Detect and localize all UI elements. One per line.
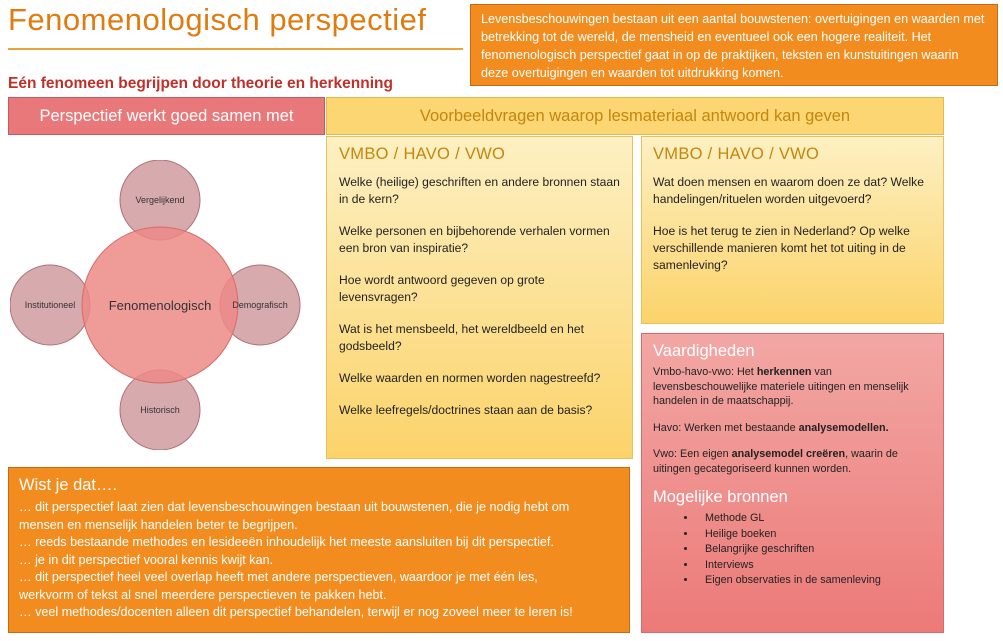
- skills-p3-post: , waarin de uitingen gecategoriseerd kunnen worden.: [653, 448, 898, 475]
- right-header: Voorbeeldvragen waarop lesmateriaal antwoord kan geven: [326, 97, 944, 135]
- source-item: • Heilige boeken: [697, 527, 932, 543]
- source-item: • Eigen observaties in de samenleving: [697, 573, 932, 589]
- skills-p1-bold: herkennen: [756, 366, 812, 378]
- question-item: Hoe is het terug te zien in Nederland? Op welke verschillende manieren komt het tot uiting in de samenleving?: [653, 224, 910, 272]
- wist-heading: Wist je dat….: [19, 476, 118, 494]
- wist-line: … je in dit perspectief vooral kennis kwijt kan.: [19, 552, 274, 567]
- skills-heading: Vaardigheden: [653, 342, 755, 360]
- wist-line: … veel methodes/docenten alleen dit perspectief behandelen, terwijl er nog zoveel meer te leren is!: [19, 605, 573, 619]
- questions-box-1: [326, 136, 633, 459]
- source-item: • Belangrijke geschriften: [697, 542, 932, 558]
- intro-box: Levensbeschouwingen bestaan uit een aantal bouwstenen: overtuigingen en waarden met betrekking tot de wereld, de mensheid en eventueel ook een hogere realiteit. Het fenomenologisch perspectief gaat in op de praktijken, teksten en kunstuitingen waarin deze overtuigingen en waarden tot uitdrukking komen.: [470, 4, 998, 86]
- page-title: Fenomenologisch perspectief: [8, 2, 427, 37]
- question-item: Hoe wordt antwoord gegeven op grote levensvragen?: [339, 273, 545, 304]
- questions-box-2: [641, 136, 944, 324]
- wist-line: … dit perspectief heel veel overlap heeft met andere perspectieven, waardoor je met één les,: [19, 570, 538, 584]
- question-item: Welke waarden en normen worden nagestreefd?: [339, 371, 601, 385]
- skills-p1-post: van levensbeschouwelijke materiele uitingen en menselijk handelen in de maatschappij.: [653, 366, 909, 407]
- source-item: • Interviews: [697, 558, 932, 574]
- wist-line: … reeds bestaande methodes en lesideeën inhoudelijk het meeste aansluiten bij dit perspectief.: [19, 535, 554, 549]
- perspective-diagram: [10, 160, 310, 450]
- wist-line: mensen en menselijk handelen beter te begrijpen.: [19, 517, 298, 532]
- skills-p2-pre: Havo: Werken met bestaande: [653, 421, 799, 434]
- subtitle: Eén fenomeen begrijpen door theorie en herkenning: [8, 75, 393, 92]
- skills-paragraph-2: [653, 421, 932, 436]
- question-item: Welke leefregels/doctrines staan aan de basis?: [339, 403, 593, 417]
- skills-box: [641, 333, 944, 633]
- sources-heading: Mogelijke bronnen: [653, 488, 788, 506]
- skills-p1-pre: Vmbo-havo-vwo: Het: [653, 366, 757, 378]
- question-item: Wat doen mensen en waarom doen ze dat? Welke handelingen/rituelen worden uitgevoerd?: [653, 175, 924, 206]
- sources-list: [653, 511, 932, 589]
- diagram-label-top: Vergelijkend: [135, 195, 185, 205]
- wist-line: werkvorm of tekst al snel meerdere perspectieven te pakken hebt.: [19, 587, 387, 602]
- skills-paragraph-1: [653, 365, 932, 409]
- question-item: Welke personen en bijbehorende verhalen vormen een bron van inspiratie?: [339, 224, 610, 255]
- questions-1-heading: VMBO / HAVO / VWO: [339, 145, 506, 163]
- left-header: Perspectief werkt goed samen met: [8, 97, 325, 135]
- question-item: Wat is het mensbeeld, het wereldbeeld en het godsbeeld?: [339, 322, 584, 353]
- diagram-label-bottom: Historisch: [140, 405, 180, 415]
- diagram-label-center: Fenomenologisch: [108, 298, 212, 313]
- diagram-label-right: Demografisch: [232, 300, 288, 310]
- skills-p3-bold: analysemodel creëren: [731, 448, 846, 460]
- skills-p3-pre: Vwo: Een eigen: [653, 448, 732, 460]
- questions-2-heading: VMBO / HAVO / VWO: [653, 145, 820, 163]
- wist-je-dat-box: [8, 467, 630, 633]
- diagram-label-left: Institutioneel: [24, 300, 76, 310]
- skills-p2-bold: analysemodellen.: [798, 421, 889, 434]
- skills-paragraph-3: [653, 447, 932, 476]
- question-item: Welke (heilige) geschriften en andere bronnen staan in de kern?: [339, 175, 620, 206]
- source-item: • Methode GL: [697, 511, 932, 527]
- wist-line: … dit perspectief laat zien dat levensbeschouwingen bestaan uit bouwstenen, die je nodig hebt om: [19, 500, 570, 514]
- title-underline: [8, 48, 463, 50]
